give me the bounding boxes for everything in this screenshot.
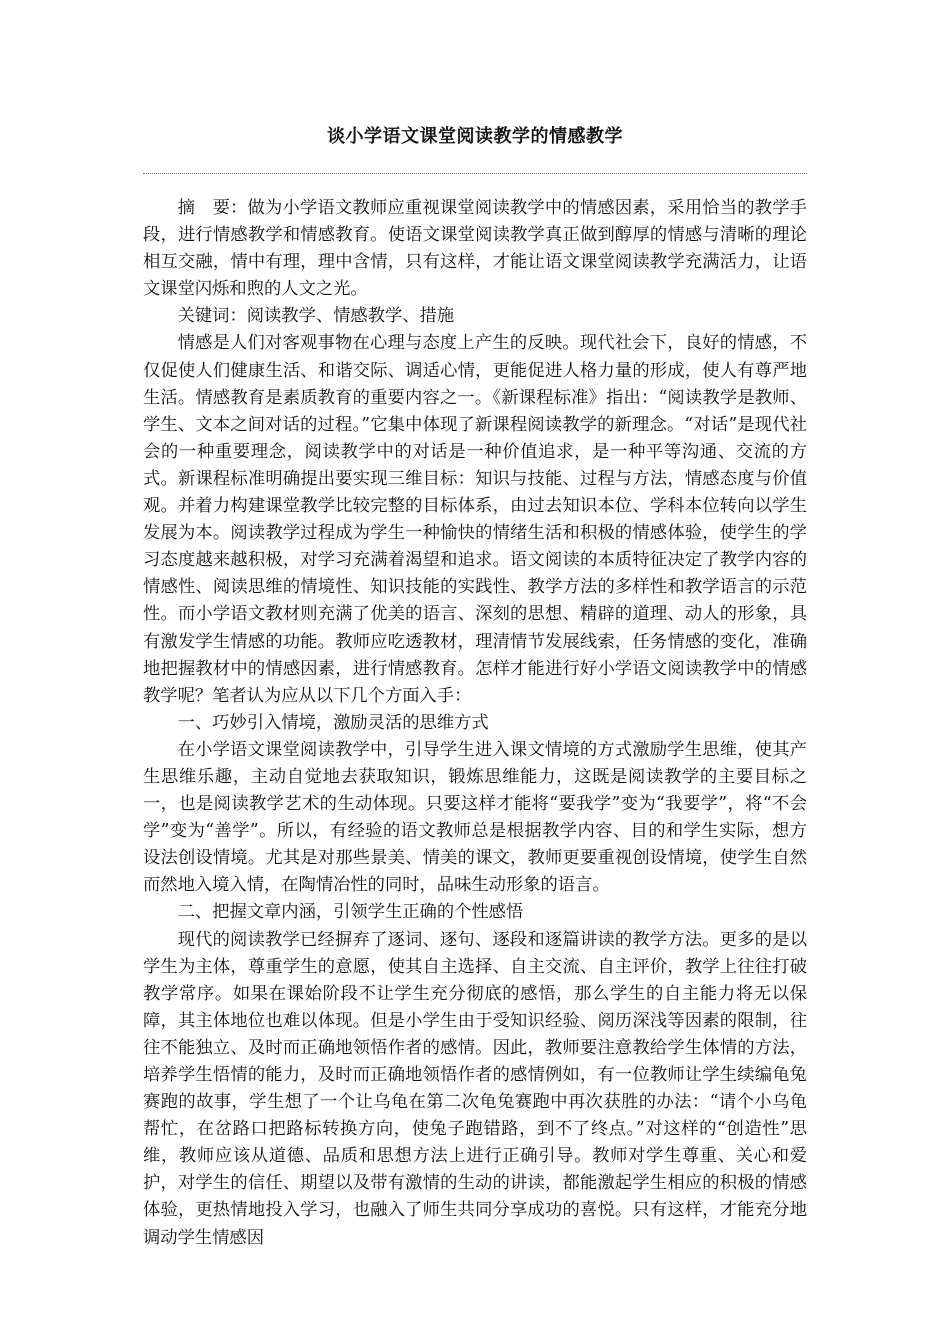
abstract-paragraph: 摘 要：做为小学语文教师应重视课堂阅读教学中的情感因素，采用恰当的教学手段，进行情感教学和情感教育。使语文课堂阅读教学真正做到醇厚的情感与清晰的理论相互交融，情中有理，理中含情，只有这样，才能让语文课堂阅读教学充满活力，让语文课堂闪烁和煦的人文之光。: [143, 198, 807, 300]
section-heading-1: 一、巧妙引入情境，激励灵活的思维方式: [177, 712, 489, 733]
intro-paragraph: 情感是人们对客观事物在心理与态度上产生的反映。现代社会下，良好的情感，不仅促使人们健康生活、和谐交际、调适心情，更能促进人格力量的形成，使人有尊严地生活。情感教育是素质教育的重要内容之一。《新课程标准》指出：“阅读教学是教师、学生、文本之间对话的过程。”它集中体现了新课程阅读教学的新理念。“对话”是现代社会的一种重要理念，阅读教学中的对话是一种价值追求，是一种平等沟通、交流的方式。新课程标准明确提出要实现三维目标：知识与技能、过程与方法，情感态度与价值观。并着力构建课堂教学比较完整的目标体系，由过去知识本位、学科本位转向以学生发展为本。阅读教学过程成为学生一种愉快的情绪生活和积极的情感体验，使学生的学习态度越来越积极，对学习充满着渴望和追求。语文阅读的本质特征决定了教学内容的情感性、阅读思维的情境性、知识技能的实践性、教学方法的多样性和教学语言的示范性。而小学语文教材则充满了优美的语言、深刻的思想、精辟的道理、动人的形象，具有激发学生情感的功能。教师应吃透教材，理清情节发展线索，任务情感的变化，准确地把握教材中的情感因素，进行情感教育。怎样才能进行好小学语文阅读教学中的情感教学呢？笔者认为应从以下几个方面入手：: [143, 333, 807, 706]
section-heading-2: 二、把握文章内涵，引领学生正确的个性感悟: [177, 902, 524, 923]
document-body: [143, 195, 807, 1252]
document-title: 谈小学语文课堂阅读教学的情感教学: [327, 126, 623, 147]
keywords-paragraph: 关键词：阅读教学、情感教学、措施: [177, 306, 455, 327]
title-divider: [143, 173, 807, 174]
section-paragraph-2: 现代的阅读教学已经摒弃了逐词、逐句、逐段和逐篇讲读的教学方法。更多的是以学生为主体，尊重学生的意愿，使其自主选择、自主交流、自主评价，教学上往往打破教学常序。如果在课始阶段不让学生充分彻底的感悟，那么学生的自主能力将无以保障，其主体地位也难以体现。但是小学生由于受知识经验、阅历深浅等因素的限制，往往不能独立、及时而正确地领悟作者的感情。因此，教师要注意教给学生体情的方法，培养学生悟情的能力，及时而正确地领悟作者的感情例如，有一位教师让学生续编龟兔赛跑的故事，学生想了一个让乌龟在第二次龟兔赛跑中再次获胜的办法：“请个小乌龟帮忙，在岔路口把路标转换方向，使兔子跑错路，到不了终点。”对这样的“创造性”思维，教师应该从道德、品质和思想方法上进行正确引导。教师对学生尊重、关心和爱护，对学生的信任、期望以及带有激情的生动的讲读，都能激起学生相应的积极的情感体验，更热情地投入学习，也融入了师生共同分享成功的喜悦。只有这样，才能充分地调动学生情感因: [143, 929, 807, 1248]
section-paragraph-1: 在小学语文课堂阅读教学中，引导学生进入课文情境的方式激励学生思维，使其产生思维乐趣，主动自觉地去获取知识，锻炼思维能力，这既是阅读教学的主要目标之一，也是阅读教学艺术的生动体现。只要这样才能将“要我学”变为“我要学”，将“不会学”变为“善学”。所以，有经验的语文教师总是根据教学内容、目的和学生实际，想方设法创设情境。尤其是对那些景美、情美的课文，教师更要重视创设情境，使学生自然而然地入境入情，在陶情冶性的同时，品味生动形象的语言。: [143, 739, 807, 896]
